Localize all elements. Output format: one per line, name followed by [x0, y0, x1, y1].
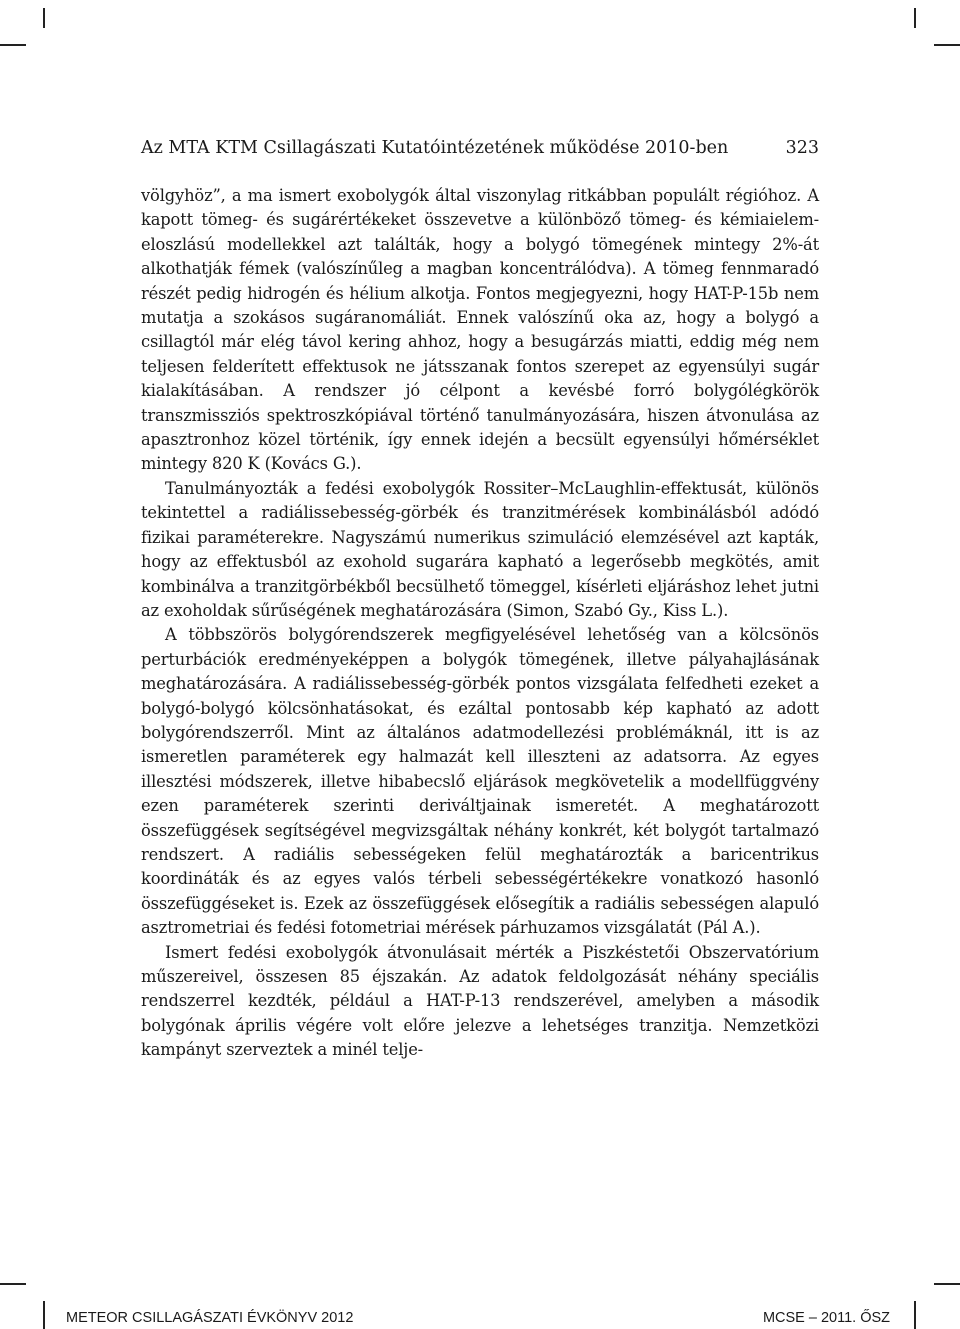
crop-mark [0, 1283, 26, 1285]
footer-publication: METEOR CSILLAGÁSZATI ÉVKÖNYV 2012 [66, 1310, 354, 1326]
crop-mark [0, 44, 26, 46]
crop-mark [914, 8, 916, 28]
footer-issue: MCSE – 2011. ŐSZ [762, 1310, 890, 1326]
page-number: 323 [785, 138, 819, 158]
crop-mark [914, 1301, 916, 1329]
paragraph: A többszörös bolygórendszerek megfigyelésével lehetőség van a kölcsönös perturbációk eredményeképpen a bolygók tömegének, illetve pályahajlásának meghatározására. A radiálissebesség-görbék pontos vizsgálata felfedheti ezeket a bolygó-bolygó kölcsönhatásokat, és ezáltal pontosabb kép kapható az adott bolygórendszerről. Mint az általános adatmodellezési problémáknál, itt is az ismeretlen paraméterek egy halmazát kell illeszteni az adatsorra. Az egyes illesztési módszerek, illetve hibabecslő eljárások megkövetelik a modellfüggvény ezen paraméterek szerinti deriváltjainak ismeretét. A meghatározott összefüggések segítségével megvizsgáltak néhány konkrét, két bolygót tartalmazó rendszert. A radiális sebességeken felül meghatározták a baricentrikus koordináták és az egyes valós térbeli sebességértékekre vonatkozó hasonló összefüggéseket is. Ezek az összefüggések elősegítik a radiális sebességen alapuló asztrometriai és fedési fotometriai mérések párhuzamos vizsgálatát (Pál A.). [141, 625, 819, 938]
crop-mark [934, 44, 960, 46]
article-body [141, 184, 819, 1063]
crop-mark [934, 1283, 960, 1285]
paragraph: Ismert fedési exobolygók átvonulásait mérték a Piszkéstetői Obszervatórium műszereivel, összesen 85 éjszakán. Az adatok feldolgozását néhány speciális rendszerrel kezdték, például a HAT-P-13 rendszerével, amelyben a második bolygónak április végére volt előre jelezve a lehetséges tranzitja. Nemzetközi kampányt szerveztek a minél telje- [141, 942, 819, 1060]
running-title: Az MTA KTM Csillagászati Kutatóintézetének működése 2010-ben [141, 138, 729, 158]
paragraph: Tanulmányozták a fedési exobolygók Rossiter–McLaughlin-effektusát, különös tekintettel a radiálissebesség-görbék és tranzitmérések kombinálásból adódó fizikai paraméterekre. Nagyszámú numerikus szimuláció elemzésével azt kapták, hogy az effektusból az exohold sugarára kapható a legerősebb megkötés, amit kombinálva a tranzitgörbékből becsülhető tömeggel, kísérleti eljáráshoz lehet jutni az exoholdak sűrűségének meghatározására (Simon, Szabó Gy., Kiss L.). [141, 478, 819, 620]
crop-mark [43, 1301, 45, 1329]
paragraph: völgyhöz”, a ma ismert exobolygók által viszonylag ritkábban populált régióhoz. A kapott tömeg- és sugárértékeket összevetve a különböző tömeg- és kémiaielem-eloszlású modellekkel azt találták, hogy a bolygó tömegének mintegy 2%-át alkothatják fémek (valószínűleg a magban koncentrálódva). A tömeg fennmaradó részét pedig hidrogén és hélium alkotja. Fontos megjegyezni, hogy HAT-P-15b nem mutatja a szokásos sugáranomáliát. Ennek valószínű oka az, hogy a bolygó a csillagtól már elég távol kering ahhoz, hogy a besugárzás miatti, eddig még nem teljesen felderített effektusok ne játsszanak fontos szerepet az egyensúlyi sugár kialakításában. A rendszer jó célpont a kevésbé forró bolygólégkörök transzmissziós spektroszkópiával történő tanulmányozására, hiszen átvonulása az apasztronhoz közel történik, így ennek idején a becsült egyensúlyi hőmérséklet mintegy 820 K (Kovács G.). [141, 186, 819, 474]
crop-mark [43, 8, 45, 28]
running-head [141, 137, 819, 159]
